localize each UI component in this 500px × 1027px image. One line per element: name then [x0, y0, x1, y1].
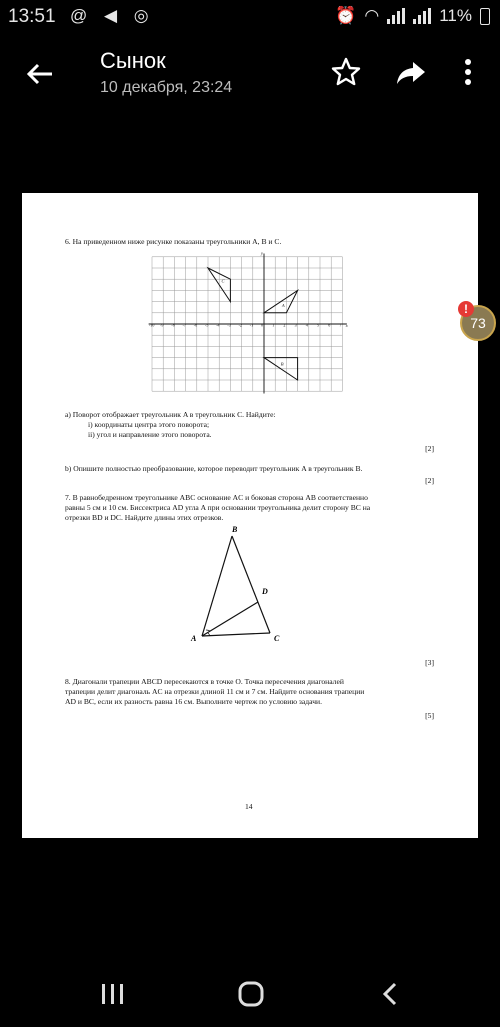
triangle-b-label: B: [280, 361, 284, 367]
notification-badge[interactable]: [460, 302, 496, 341]
q8-line-3: AD и BC, если их разность равна 16 см. Выполните чертеж по условию задачи.: [65, 697, 322, 706]
q8-mark: [5]: [425, 711, 434, 720]
signal-icon-2: [413, 8, 431, 24]
home-icon[interactable]: [236, 980, 266, 1008]
q6-part-a-i: i) координаты центра этого поворота;: [88, 420, 210, 429]
fig7-label-a: A: [191, 634, 197, 643]
more-options-icon[interactable]: [452, 56, 484, 88]
status-right: [335, 6, 490, 26]
x-tick-label: 5: [317, 322, 319, 328]
q7-line-1: 7. В равнобедренном треугольнике ABC основание AC и боковая сторона AB соответственно: [65, 493, 368, 502]
message-date: 10 декабря, 23:24: [100, 79, 233, 96]
status-bar: [0, 0, 500, 36]
battery-percent: 11%: [439, 6, 472, 25]
signal-icon: [387, 8, 405, 24]
fig7-label-b: B: [232, 525, 238, 534]
fig7-label-d: D: [262, 587, 268, 596]
y-axis-label: y: [261, 250, 263, 256]
x-tick-label: 2: [283, 322, 286, 328]
x-tick-label: -7: [182, 322, 186, 328]
document-page[interactable]: [22, 193, 478, 838]
x-tick-label: -6: [193, 322, 198, 328]
x-tick-label: -5: [205, 322, 209, 328]
q6-title: 6. На приведенном ниже рисунке показаны треугольники A, B и C.: [65, 237, 282, 246]
alarm-icon: ⏰: [335, 6, 357, 25]
triangle-c-label: C: [221, 278, 225, 284]
app-bar: [0, 36, 500, 116]
x-tick-label: 0: [261, 322, 263, 328]
x-axis-label: x: [345, 323, 348, 328]
star-icon[interactable]: [330, 56, 362, 88]
q8-line-2: трапеции делит диагональ AC на отрезки длиной 11 см и 7 см. Найдите основания трапеции: [65, 687, 365, 696]
triangle-a-label: A: [281, 303, 285, 309]
q7-line-3: отрезки BD и DC. Найдите длины этих отрезков.: [65, 513, 224, 522]
q6-part-b: b) Опишите полностью преобразование, которое переводит треугольник A в треугольник B.: [65, 464, 363, 473]
q8-line-1: 8. Диагонали трапеции ABCD пересекаются в точке O. Точка пересечения диагоналей: [65, 677, 344, 686]
q6-part-a-ii: ii) угол и направление этого поворота.: [88, 430, 212, 439]
x-tick-label: -1: [249, 322, 254, 328]
q7-mark: [3]: [425, 658, 434, 667]
back-arrow-icon[interactable]: [24, 58, 56, 90]
page-number: 14: [245, 802, 253, 811]
wifi-icon: ◠: [364, 6, 380, 25]
x-tick-label: -3: [227, 322, 231, 328]
x-tick-label: 6: [328, 322, 331, 328]
fig7-label-c: C: [274, 634, 280, 643]
x-tick-label: 1: [272, 322, 275, 328]
coordinate-grid-figure: [150, 251, 352, 397]
x-tick-label: -2: [238, 322, 242, 328]
badge-count: 73: [470, 315, 486, 331]
x-tick-label: 4: [305, 322, 308, 328]
notification-icons: @ ◀ ◎: [70, 6, 155, 25]
x-tick-label: -9: [160, 322, 164, 328]
status-time: 13:51: [8, 6, 56, 27]
x-tick-label: 3: [294, 322, 297, 328]
x-tick-label: -8: [171, 322, 175, 328]
recent-apps-icon[interactable]: [98, 980, 128, 1008]
back-nav-icon[interactable]: [376, 980, 406, 1008]
x-tick-label: -4: [216, 322, 220, 328]
alert-icon: !: [458, 301, 474, 317]
chat-title: Сынок: [100, 48, 166, 73]
q7-line-2: равны 5 см и 10 см. Биссектриса AD угла A при основании треугольника делит сторону BC на: [65, 503, 371, 512]
q6-b-mark: [2]: [425, 476, 434, 485]
forward-icon[interactable]: [395, 56, 427, 88]
q6-part-a: a) Поворот отображает треугольник A в треугольник C. Найдите:: [65, 410, 276, 419]
navigation-bar: [0, 960, 500, 1027]
triangle-abc-figure: [188, 526, 288, 648]
q6-a-mark: [2]: [425, 444, 434, 453]
x-tick-label: 7: [339, 322, 342, 328]
x-tick-label: -10: [149, 322, 155, 328]
battery-icon: [480, 8, 490, 25]
